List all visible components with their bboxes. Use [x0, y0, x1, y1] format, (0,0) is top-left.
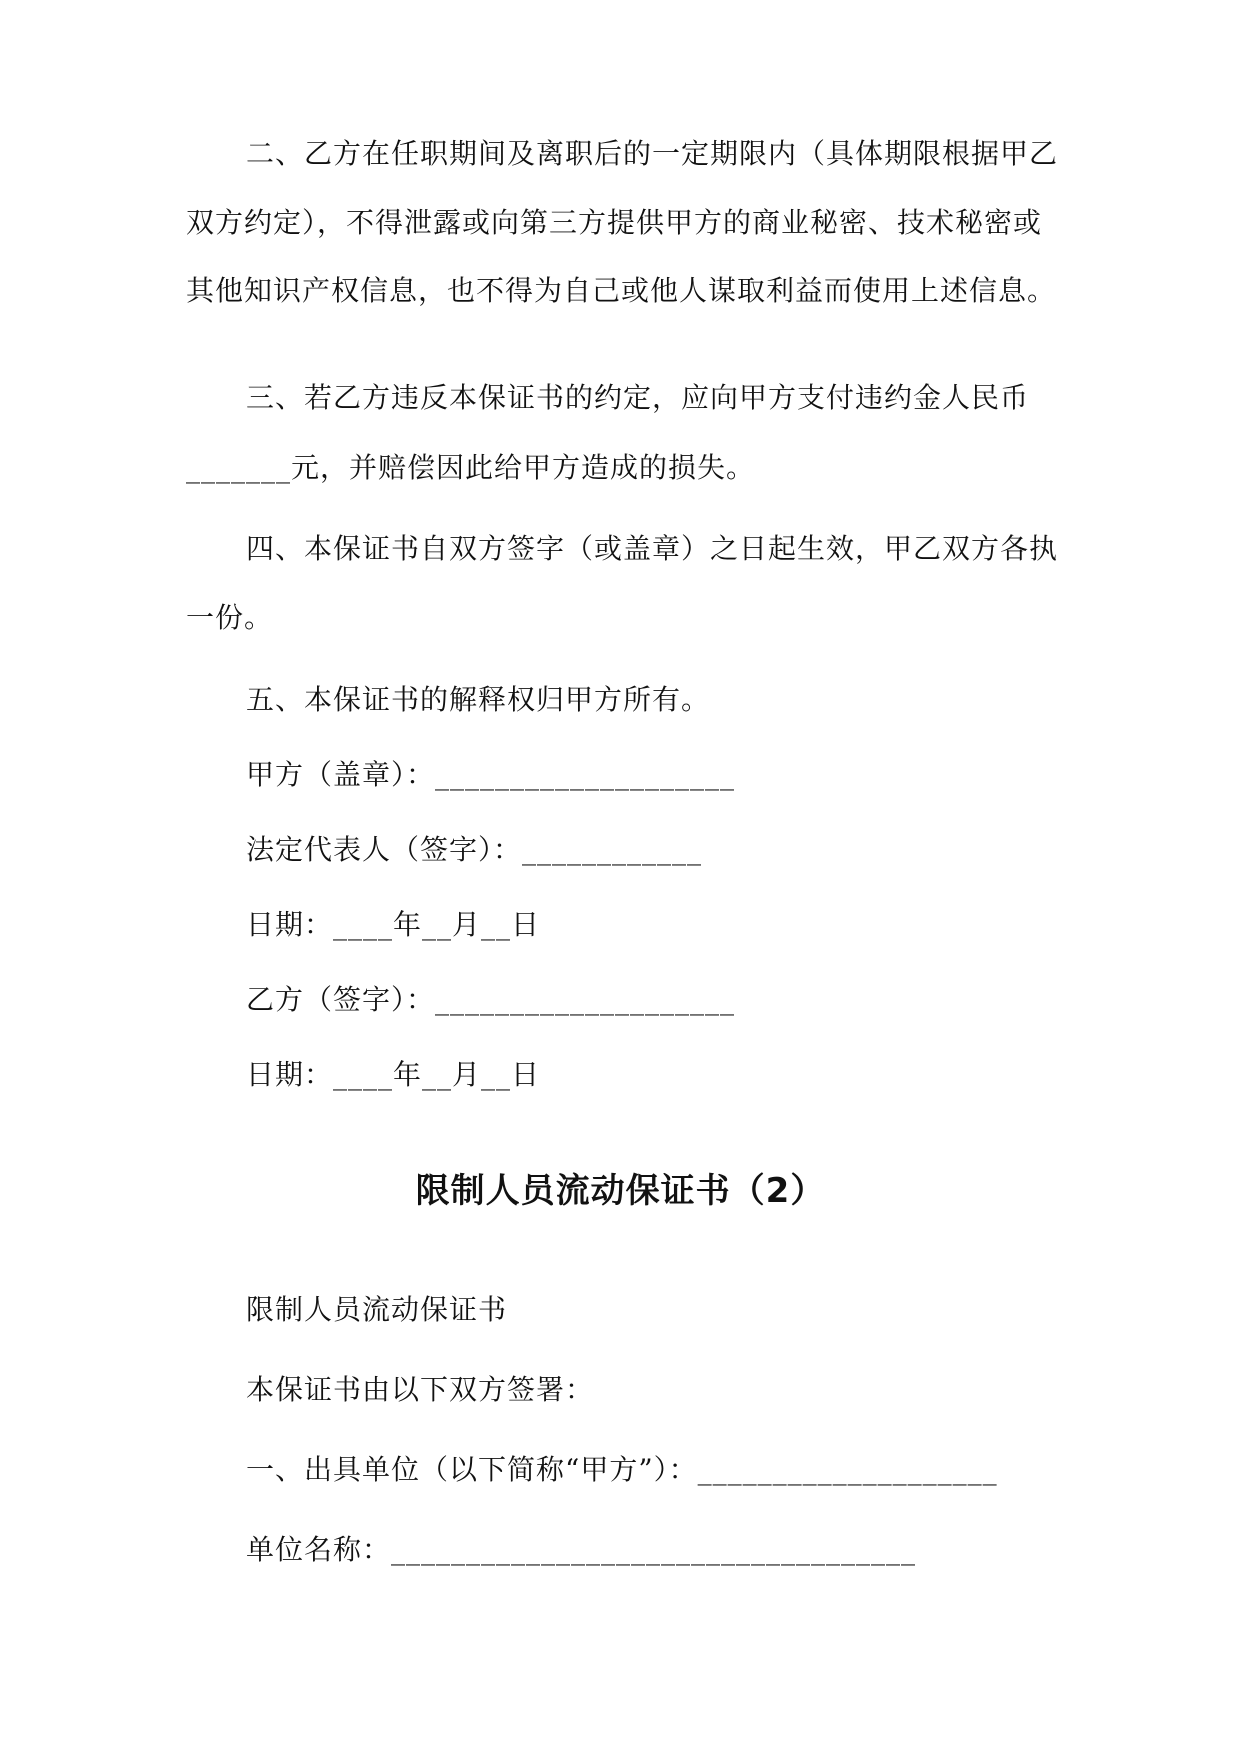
clause-4-line-2: 一份。: [186, 601, 274, 634]
date-line-b: 日期：____年__月__日: [246, 1058, 541, 1091]
party-a-seal-line: 甲方（盖章）：____________________: [246, 758, 736, 791]
section-2-subtitle: 限制人员流动保证书: [246, 1293, 508, 1326]
issuer-line: 一、出具单位（以下简称“甲方”）：____________________: [246, 1453, 998, 1486]
party-b-sign-line: 乙方（签字）：____________________: [246, 983, 736, 1016]
clause-4-line-1: 四、本保证书自双方签字（或盖章）之日起生效，甲乙双方各执: [246, 532, 1059, 565]
clause-5: 五、本保证书的解释权归甲方所有。: [246, 683, 711, 716]
unit-name-line: 单位名称：___________________________________: [246, 1533, 917, 1566]
date-line-a: 日期：____年__月__日: [246, 908, 541, 941]
clause-2-line-2: 双方约定），不得泄露或向第三方提供甲方的商业秘密、技术秘密或: [186, 206, 1043, 239]
section-2-intro: 本保证书由以下双方签署：: [246, 1373, 595, 1406]
clause-2-line-1: 二、乙方在任职期间及离职后的一定期限内（具体期限根据甲乙: [246, 137, 1059, 170]
clause-3-line-1: 三、若乙方违反本保证书的约定，应向甲方支付违约金人民币: [246, 381, 1030, 414]
legal-representative-line: 法定代表人（签字）：____________: [246, 833, 703, 866]
clause-2-line-3: 其他知识产权信息，也不得为自己或他人谋取利益而使用上述信息。: [186, 274, 1057, 307]
section-2-title: 限制人员流动保证书（2）: [415, 1171, 826, 1211]
clause-3-line-2: _______元，并赔偿因此给甲方造成的损失。: [186, 451, 756, 484]
